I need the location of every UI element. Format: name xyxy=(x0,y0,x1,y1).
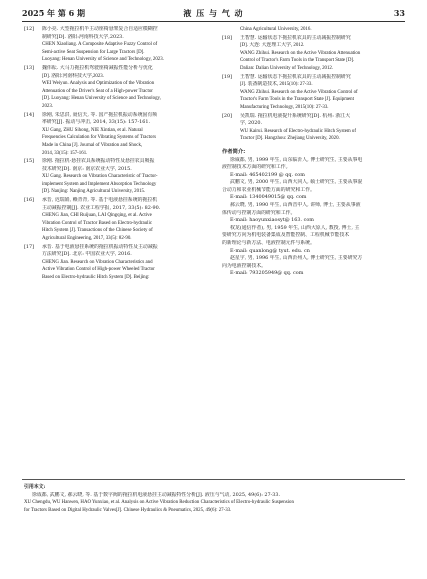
reference-line: Dalian: Dalian University of Technology, 2012. xyxy=(240,65,334,71)
reference-line: Made in China [J]. Journal of Vibration and Shock, xyxy=(42,142,143,148)
reference-line: 王智慧. 运输状态下拖拉机农具的主动减振控制研究 xyxy=(240,34,351,41)
reference-entry xyxy=(24,158,216,196)
reference-line: 技术研究[D]. 南京: 南京农业大学, 2015. xyxy=(42,165,132,172)
citation-title: 引用本文: xyxy=(24,484,46,490)
author-email: E-mail: 465402199 @ qq. com xyxy=(230,171,305,178)
reference-number: [12] xyxy=(24,26,35,32)
reference-line: China Agricultural University, 2016. xyxy=(240,27,312,32)
reference-line: 率研究[J]. 振动与冲击, 2014, 33(15): 157-161. xyxy=(42,119,151,126)
reference-number: [13] xyxy=(24,64,35,71)
reference-line: Tractor's Farm Tools in the Transport State [J]. Equipment xyxy=(240,97,354,103)
reference-line: [J]. 装备制造技术, 2015(10): 27-33. xyxy=(240,82,313,88)
author-email: E-mail: 1340049015@ qq. com xyxy=(230,194,307,201)
reference-line: 魏伟耘. 大马力拖拉机驾驶座椅减振性能分析与优化 xyxy=(42,64,153,71)
reference-line: 吴凯瑞. 拖拉机电液提升系统研究[D]. 杭州: 浙江大 xyxy=(240,112,351,119)
reference-entry xyxy=(222,113,406,143)
reference-number: [15] xyxy=(24,158,35,165)
reference-line: Frequencies Calculation for Vibrating Systems of Tractors xyxy=(42,135,156,141)
reference-line: WU Kairui. Research of Electro-hydraulic Hitch System of xyxy=(240,128,356,134)
reference-line: Active Vibration Control of High-power Wheeled Tractor xyxy=(42,267,155,273)
reference-line: Semi-active Seat Suspension for Large Tractors [D]. xyxy=(42,49,145,55)
page-number: 33 xyxy=(393,8,405,18)
reference-line: 承晋, 迟瑞娟, 赖青青, 等. 基于电液悬挂系统的拖拉机 xyxy=(42,197,158,204)
reference-line: 学, 2020. xyxy=(240,120,263,127)
reference-number: [19] xyxy=(222,73,233,80)
reference-line: [D]. Luoyang: Henan University of Science and Technology, xyxy=(42,96,161,102)
reference-entry xyxy=(24,65,216,111)
reference-number: [16] xyxy=(24,197,35,204)
reference-line: 制研究[D]. 洛阳:河南科技大学,2023. xyxy=(42,33,124,40)
reference-line: WANG Zhihui. Research on the Active Vibration Attenuation xyxy=(240,50,361,56)
reference-line: Hitch System [J]. Transactions of the Chinese Society of xyxy=(42,228,153,234)
reference-number: [14] xyxy=(24,111,35,118)
reference-line: 方法研究[D]. 北京: 中国农业大学, 2016. xyxy=(42,251,132,258)
issue-label: 2025 年 第 6 期 xyxy=(22,8,85,18)
reference-entry xyxy=(24,112,216,158)
reference-entry xyxy=(222,74,406,112)
reference-line: XU Gang, ZHU Sihong, NIE Xintian, et al. Natural xyxy=(42,127,143,133)
author-bios-title: 作者简介: xyxy=(222,148,246,155)
reference-line: 徐刚, 朱思洪, 聂信天, 等. 国产拖拉机振动系统固有频 xyxy=(42,111,158,118)
reference-line: [D]. 洛阳:河南科技大学,2023. xyxy=(42,73,104,79)
author-email: E-mail: quanlong@ tyut. edu. cn xyxy=(230,247,310,254)
author-bio-line: 武鹏文, 男, 2000 年生, 山西大同人, 硕士研究生, 主要从事混 xyxy=(230,179,363,186)
reference-number: [18] xyxy=(222,34,233,41)
author-bio-line: 向为电液控制技术。 xyxy=(222,262,267,269)
reference-line: CHENG Jian. Research on Vibration Characteristics and xyxy=(42,259,153,265)
reference-line: Agricultural Engineering, 2017, 33(5): 82-90. xyxy=(42,236,132,242)
citation-lines xyxy=(24,492,406,515)
reference-line: CHEN Xiaoliang. A Composite Adaptive Fuzzy Control of xyxy=(42,42,158,48)
reference-line: [D]. Nanjing: Nanjing Agricultural University, 2015. xyxy=(42,189,146,195)
reference-line: [D]. 大连: 大连理工大学, 2012. xyxy=(240,43,305,49)
citation-line: for Tractors Based on Digital Hydraulic Valves[J]. Chinese Hydraulics & Pneumatics, 2025, 49(6): 27-33. xyxy=(24,507,232,513)
author-bio-line: 体传动与控制方面的研究和工作。 xyxy=(222,209,296,216)
citation-block xyxy=(24,484,406,514)
author-bio-line: 合动力和农业机械节能方面的研究和工作。 xyxy=(222,186,315,193)
author-bio-lines xyxy=(222,157,406,279)
reference-line: Based on Electro-hydraulic Hitch System [D]. Beijing: xyxy=(42,275,150,280)
reference-line: 主动减振控制[J]. 农业工程学报, 2017, 33(5): 82-90. xyxy=(42,204,161,211)
reference-line: XU Gang. Research on Vibration Characteristic of Tractor- xyxy=(42,174,158,180)
reference-line: WANG Zhihui. Research on the Active Vibration Control of xyxy=(240,89,358,95)
journal-name: 液 压 与 气 动 xyxy=(183,8,244,18)
reference-line: 徐刚. 拖拉机-悬挂农具系统振动特性及悬挂农具吸振 xyxy=(42,158,155,165)
author-bio-line: 液控制技术方面的研究和工作。 xyxy=(222,164,291,171)
citation-line: 徐成都, 武鹏文, 郝云晓, 等. 基于数字阀的拖拉机电液悬挂主动减振特性分析[J]. 液压与气动, 2025, 49(6): 27-33. xyxy=(32,491,281,498)
reference-line: Tractor [D]. Hangzhou: Zhejiang University, 2020. xyxy=(240,136,340,142)
reference-entry xyxy=(222,26,406,34)
author-bio-line: 权龙(通信作者), 男, 1959 年生, 山西大原人, 教授, 博士, 主 xyxy=(230,224,360,231)
author-bios xyxy=(222,149,406,278)
reference-line: 承晋. 基于电液悬挂系统的拖拉机振动特性及主动减振 xyxy=(42,243,158,250)
reference-entry xyxy=(24,197,216,243)
reference-list-right xyxy=(222,26,406,143)
reference-line: Manufacturing Technology, 2015(10): 27-33. xyxy=(240,104,329,110)
author-bio-line: 要研究方向为机电装备集成及智能控制、工程机械节能技术 xyxy=(222,232,350,239)
reference-number: [17] xyxy=(24,243,35,250)
reference-line: Vibration Control of Tractor Based on Electro-hydraulic xyxy=(42,220,152,226)
citation-line: XU Chengdu, WU Hanwen, HAO Yunxiao, et al. Analysis on Active Vibration Reduction Characteristics of Electro-hydraulic Suspension xyxy=(24,500,294,506)
reference-line: Luoyang: Henan University of Science and Technology, 2023. xyxy=(42,57,164,63)
right-column xyxy=(222,26,406,278)
running-header xyxy=(22,8,405,20)
reference-list-left xyxy=(24,26,216,283)
reference-line: 2014, 33(15): 157-161. xyxy=(42,150,88,156)
reference-line: 王智慧. 运输状态下拖拉机农具的主动减振控制研究 xyxy=(240,73,351,80)
reference-entry xyxy=(24,244,216,282)
reference-line: WEI Weiyun. Analysis and Optimization of the Vibration xyxy=(42,81,155,87)
header-rule xyxy=(22,21,405,22)
author-bio-line: 郝云晓, 男, 1990 年生, 山西晋中人, 讲师, 博士, 主要从事液 xyxy=(230,202,361,209)
author-bio-line: 的新理论与新方法、电液控制元件与系统。 xyxy=(222,240,315,247)
reference-line: 陈小亮. 大型拖拉机半主动座椅悬架复合自适应模糊控 xyxy=(42,26,158,32)
reference-line: implement System and Implement Absorption Technology xyxy=(42,181,157,187)
reference-line: 2023. xyxy=(42,103,54,109)
reference-number: [20] xyxy=(222,112,233,119)
author-email: E-mail: 793205949@ qq. com xyxy=(230,270,304,277)
reference-line: Attenuation of the Driver's Seat of a High-power Tractor xyxy=(42,88,153,94)
reference-entry xyxy=(222,35,406,73)
reference-entry xyxy=(24,26,216,64)
author-bio-line: 徐威都, 男, 1999 年生, 山东临沂人, 博士研究生, 主要从事电 xyxy=(230,156,363,163)
reference-line: CHENG Jian, CHI Ruijuan, LAI Qingqing, et al. Active xyxy=(42,213,152,219)
author-bio-line: 赵星宇, 男, 1996 年生, 山西沂州人, 博士研究生, 主要研究方 xyxy=(230,255,363,262)
citation-rule xyxy=(22,479,405,480)
reference-line: Control of Tractor's Farm Tools in the Transport State [D]. xyxy=(240,58,355,64)
author-email: E-mail: haoyunxiaosyt@ 163. com xyxy=(230,217,314,224)
